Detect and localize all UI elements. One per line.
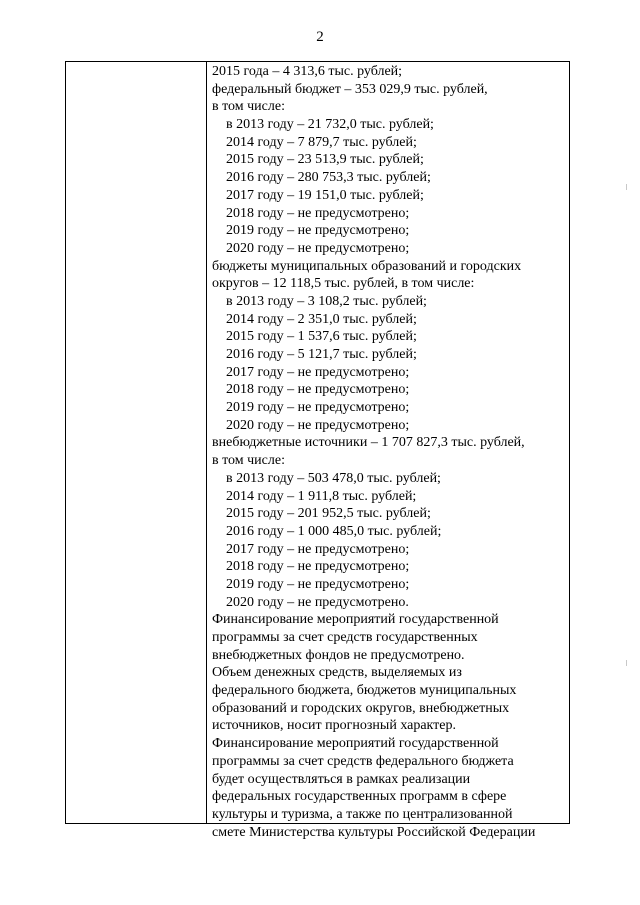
text-line: в 2013 году – 21 732,0 тыс. рублей;: [226, 117, 434, 133]
text-line: 2015 году – 23 513,9 тыс. рублей;: [226, 152, 424, 168]
text-line: в 2013 году – 503 478,0 тыс. рублей;: [226, 470, 441, 486]
text-line: 2015 году – 201 952,5 тыс. рублей;: [226, 506, 431, 522]
text-line: 2015 года – 4 313,6 тыс. рублей;: [212, 64, 403, 79]
text-line: источников, носит прогнозный характер.: [212, 718, 457, 734]
text-line: 2020 году – не предусмотрено.: [226, 594, 409, 610]
text-line: 2014 году – 7 879,7 тыс. рублей;: [226, 134, 417, 150]
text-line: 2017 году – 19 151,0 тыс. рублей;: [226, 187, 424, 203]
text-line: в том числе:: [212, 453, 285, 469]
scan-artifact: [626, 660, 627, 666]
scan-artifact: [626, 184, 627, 190]
text-line: 2016 году – 280 753,3 тыс. рублей;: [226, 170, 431, 186]
text-line: бюджеты муниципальных образований и городских: [212, 258, 522, 274]
text-line: внебюджетные источники – 1 707 827,3 тыс. рублей,: [212, 435, 525, 451]
text-line: 2017 году – не предусмотрено;: [226, 541, 410, 557]
text-line: внебюджетных фондов не предусмотрено.: [212, 647, 465, 663]
text-line: федерального бюджета, бюджетов муниципальных: [212, 683, 517, 699]
page-number: 2: [316, 29, 324, 45]
text-line: 2015 году – 1 537,6 тыс. рублей;: [226, 329, 417, 345]
text-line: Объем денежных средств, выделяемых из: [212, 665, 462, 681]
text-line: культуры и туризма, а также по централизованной: [212, 806, 513, 822]
text-line: Финансирование мероприятий государственной: [212, 612, 499, 628]
text-line: 2018 году – не предусмотрено;: [226, 382, 410, 398]
column-divider: [206, 62, 207, 823]
text-line: 2020 году – не предусмотрено;: [226, 240, 410, 256]
funding-text-cell: [212, 63, 567, 841]
text-line: федеральный бюджет – 353 029,9 тыс. рублей,: [212, 81, 488, 97]
text-line: 2017 году – не предусмотрено;: [226, 364, 410, 380]
text-line: 2018 году – не предусмотрено;: [226, 559, 410, 575]
text-line: 2018 году – не предусмотрено;: [226, 205, 410, 221]
program-table: [65, 61, 570, 840]
text-line: 2019 году – не предусмотрено;: [226, 223, 410, 239]
text-line: 2019 году – не предусмотрено;: [226, 576, 410, 592]
text-line: программы за счет средств федерального бюджета: [212, 753, 514, 769]
text-line: 2014 году – 2 351,0 тыс. рублей;: [226, 311, 417, 327]
text-line: 2020 году – не предусмотрено;: [226, 417, 410, 433]
text-line: образований и городских округов, внебюджетных: [212, 700, 510, 716]
text-line: смете Министерства культуры Российской Федерации: [212, 824, 536, 840]
text-line: в 2013 году – 3 108,2 тыс. рублей;: [226, 293, 427, 309]
text-line: будет осуществляться в рамках реализации: [212, 771, 471, 787]
text-line: 2016 году – 5 121,7 тыс. рублей;: [226, 347, 417, 362]
text-line: 2014 году – 1 911,8 тыс. рублей;: [226, 488, 417, 504]
text-line: программы за счет средств государственных: [212, 630, 478, 645]
text-line: округов – 12 118,5 тыс. рублей, в том числе:: [212, 276, 475, 292]
text-line: 2016 году – 1 000 485,0 тыс. рублей;: [226, 523, 442, 539]
text-line: в том числе:: [212, 99, 285, 115]
text-line: 2019 году – не предусмотрено;: [226, 400, 410, 416]
text-line: Финансирование мероприятий государственной: [212, 736, 499, 752]
text-line: федеральных государственных программ в сфере: [212, 789, 507, 805]
